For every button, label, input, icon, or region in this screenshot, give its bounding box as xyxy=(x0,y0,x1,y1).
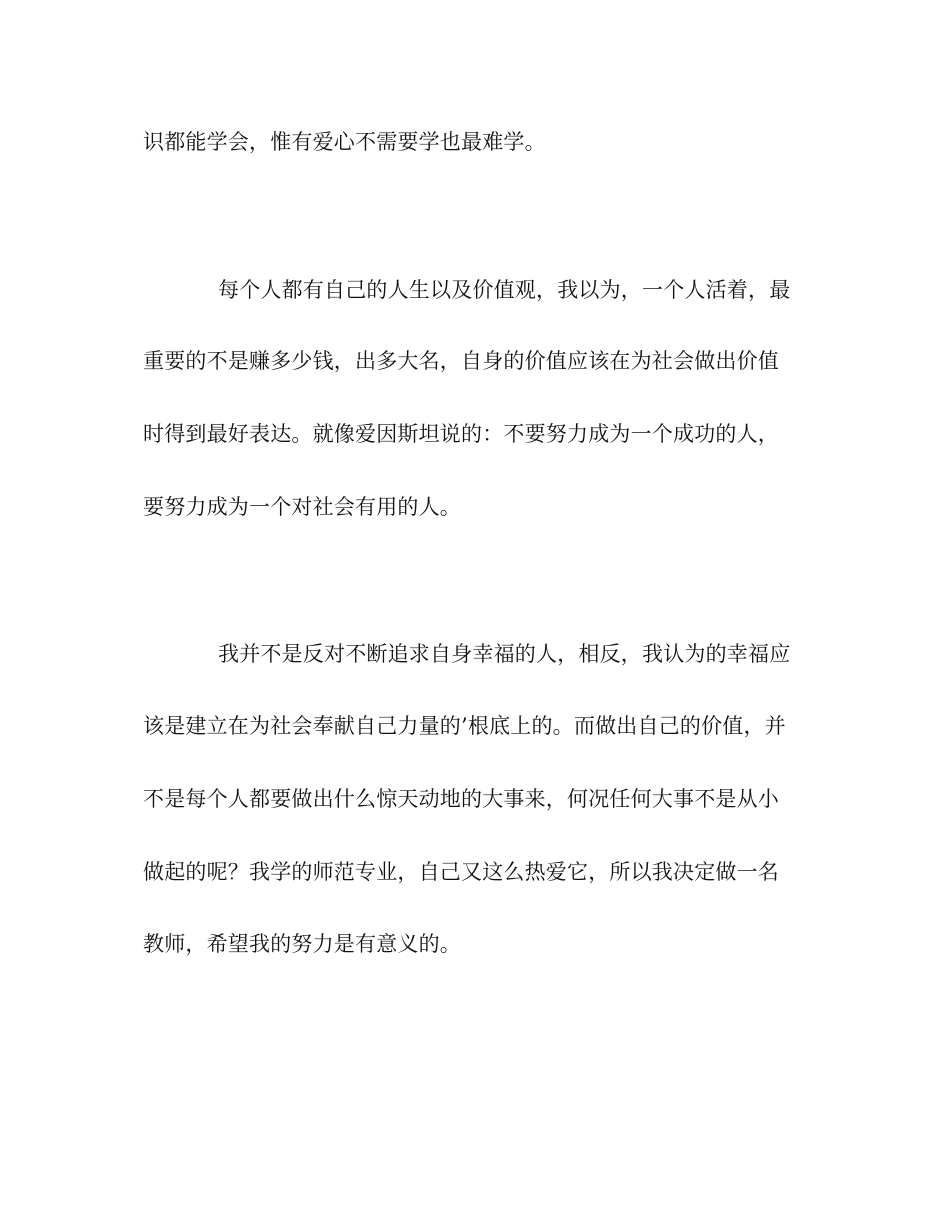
paragraph-2-line-2: 重要的不是赚多少钱，出多大名，自身的价值应该在为社会做出价值 xyxy=(143,349,779,373)
paragraph-3-line-3: 不是每个人都要做出什么惊天动地的大事来，何况任何大事不是从小 xyxy=(143,787,779,811)
paragraph-2-line-3: 时得到最好表达。就像爱因斯坦说的：不要努力成为一个成功的人， xyxy=(143,422,779,446)
paragraph-2-line-4: 要努力成为一个对社会有用的人。 xyxy=(143,495,461,519)
paragraph-3-line-5: 教师，希望我的努力是有意义的。 xyxy=(143,932,461,956)
paragraph-2-line-1: 每个人都有自己的人生以及价值观，我以为，一个人活着，最 xyxy=(218,278,791,302)
paragraph-3-line-2: 该是建立在为社会奉献自己力量的’根底上的。而做出自己的价值，并 xyxy=(143,714,786,738)
paragraph-1-line-1: 识都能学会，惟有爱心不需要学也最难学。 xyxy=(143,130,546,154)
paragraph-3-line-1: 我并不是反对不断追求自身幸福的人，相反，我认为的幸福应 xyxy=(218,642,791,666)
paragraph-3-line-4: 做起的呢？我学的师范专业，自己又这么热爱它，所以我决定做一名 xyxy=(143,860,779,884)
